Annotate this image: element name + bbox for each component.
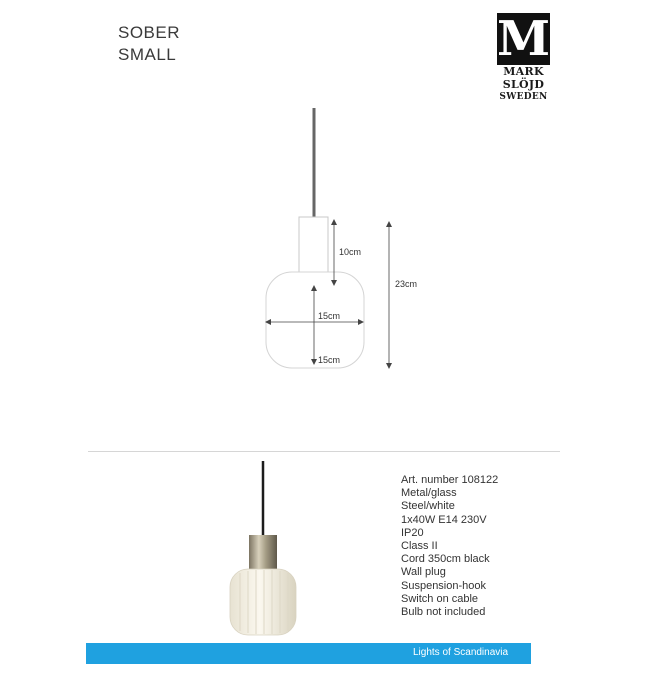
product-size: SMALL <box>118 45 177 64</box>
spec-class: Class II <box>401 540 438 553</box>
logo-line-slojd: SLÖJD <box>502 78 545 91</box>
spec-list <box>401 474 498 619</box>
logo-line-mark: MARK <box>503 65 544 78</box>
spec-switch: Switch on cable <box>401 592 479 605</box>
spec-article-number: Art. number 108122 <box>401 474 499 486</box>
logo-letter: M <box>497 11 551 67</box>
spec-plug: Wall plug <box>401 566 446 579</box>
shade-width-label: 15cm <box>318 311 341 321</box>
spec-cord: Cord 350cm black <box>401 553 490 566</box>
socket-height-label: 10cm <box>339 247 362 257</box>
product-name: SOBER <box>118 23 181 42</box>
photo-socket <box>249 535 277 571</box>
shade-outline <box>266 272 364 368</box>
spec-bulb: Bulb not included <box>401 606 486 619</box>
spec-ip-rating: IP20 <box>401 526 424 539</box>
logo-line-sweden: SWEDEN <box>499 92 548 102</box>
section-divider <box>88 451 560 452</box>
footer-bar <box>86 643 531 664</box>
spec-color: Steel/white <box>401 500 455 513</box>
product-photo <box>195 455 345 645</box>
spec-hook: Suspension-hook <box>401 579 487 592</box>
socket-outline <box>299 217 328 272</box>
total-height-label: 23cm <box>395 279 418 289</box>
footer-text: Lights of Scandinavia <box>413 647 509 658</box>
shade-height-label: 15cm <box>318 355 341 365</box>
spec-material: Metal/glass <box>401 487 457 500</box>
spec-power: 1x40W E14 230V <box>401 513 487 526</box>
